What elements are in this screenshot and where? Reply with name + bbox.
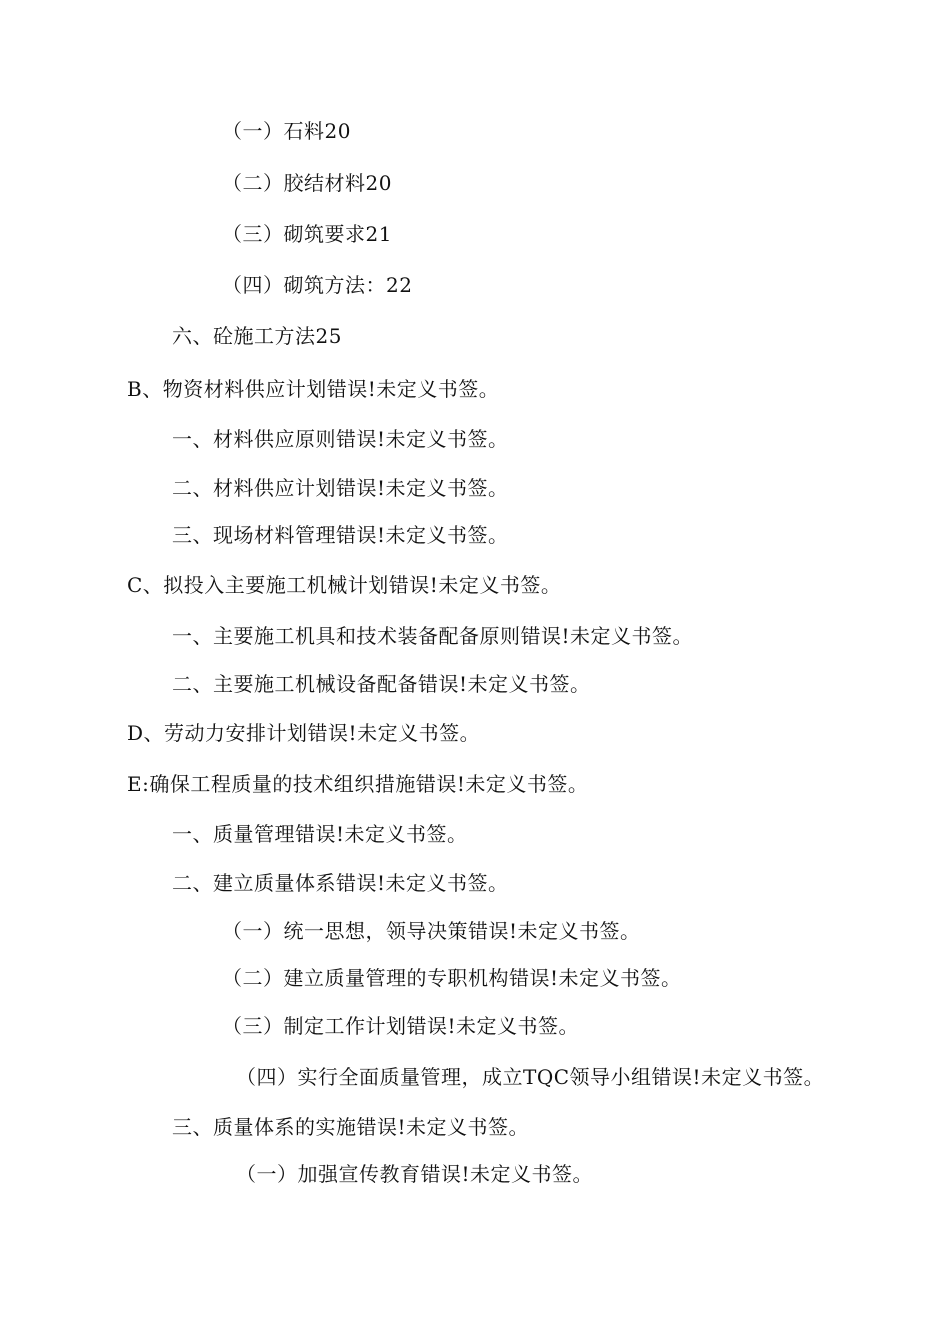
toc-entry[interactable]: 二、建立质量体系错误!未定义书签。 xyxy=(172,871,509,895)
toc-entry[interactable]: （一）石料20 xyxy=(222,119,351,143)
toc-entry[interactable]: （一）统一思想，领导决策错误!未定义书签。 xyxy=(222,919,641,943)
toc-entry[interactable]: （二）建立质量管理的专职机构错误!未定义书签。 xyxy=(222,966,682,990)
toc-entry[interactable]: （四）实行全面质量管理，成立TQC领导小组错误!未定义书签。 xyxy=(236,1065,825,1089)
toc-entry[interactable]: 三、质量体系的实施错误!未定义书签。 xyxy=(172,1115,530,1139)
toc-entry[interactable]: E:确保工程质量的技术组织措施错误!未定义书签。 xyxy=(127,772,589,796)
toc-entry[interactable]: 六、砼施工方法25 xyxy=(172,324,342,348)
toc-entry[interactable]: 三、现场材料管理错误!未定义书签。 xyxy=(172,523,509,547)
toc-entry[interactable]: C、拟投入主要施工机械计划错误!未定义书签。 xyxy=(127,573,562,597)
toc-entry[interactable]: （三）砌筑要求21 xyxy=(222,222,392,246)
toc-entry[interactable]: D、劳动力安排计划错误!未定义书签。 xyxy=(127,721,481,745)
toc-entry[interactable]: （四）砌筑方法：22 xyxy=(222,273,413,297)
toc-entry[interactable]: （三）制定工作计划错误!未定义书签。 xyxy=(222,1014,580,1038)
toc-entry[interactable]: 二、材料供应计划错误!未定义书签。 xyxy=(172,476,509,500)
toc-entry[interactable]: （一）加强宣传教育错误!未定义书签。 xyxy=(236,1162,594,1186)
toc-entry[interactable]: （二）胶结材料20 xyxy=(222,171,392,195)
toc-entry[interactable]: 一、质量管理错误!未定义书签。 xyxy=(172,822,468,846)
toc-entry[interactable]: 一、材料供应原则错误!未定义书签。 xyxy=(172,427,509,451)
toc-entry[interactable]: 二、主要施工机械设备配备错误!未定义书签。 xyxy=(172,672,591,696)
toc-entry[interactable]: 一、主要施工机具和技术装备配备原则错误!未定义书签。 xyxy=(172,624,694,648)
toc-entry[interactable]: B、物资材料供应计划错误!未定义书签。 xyxy=(127,377,500,401)
